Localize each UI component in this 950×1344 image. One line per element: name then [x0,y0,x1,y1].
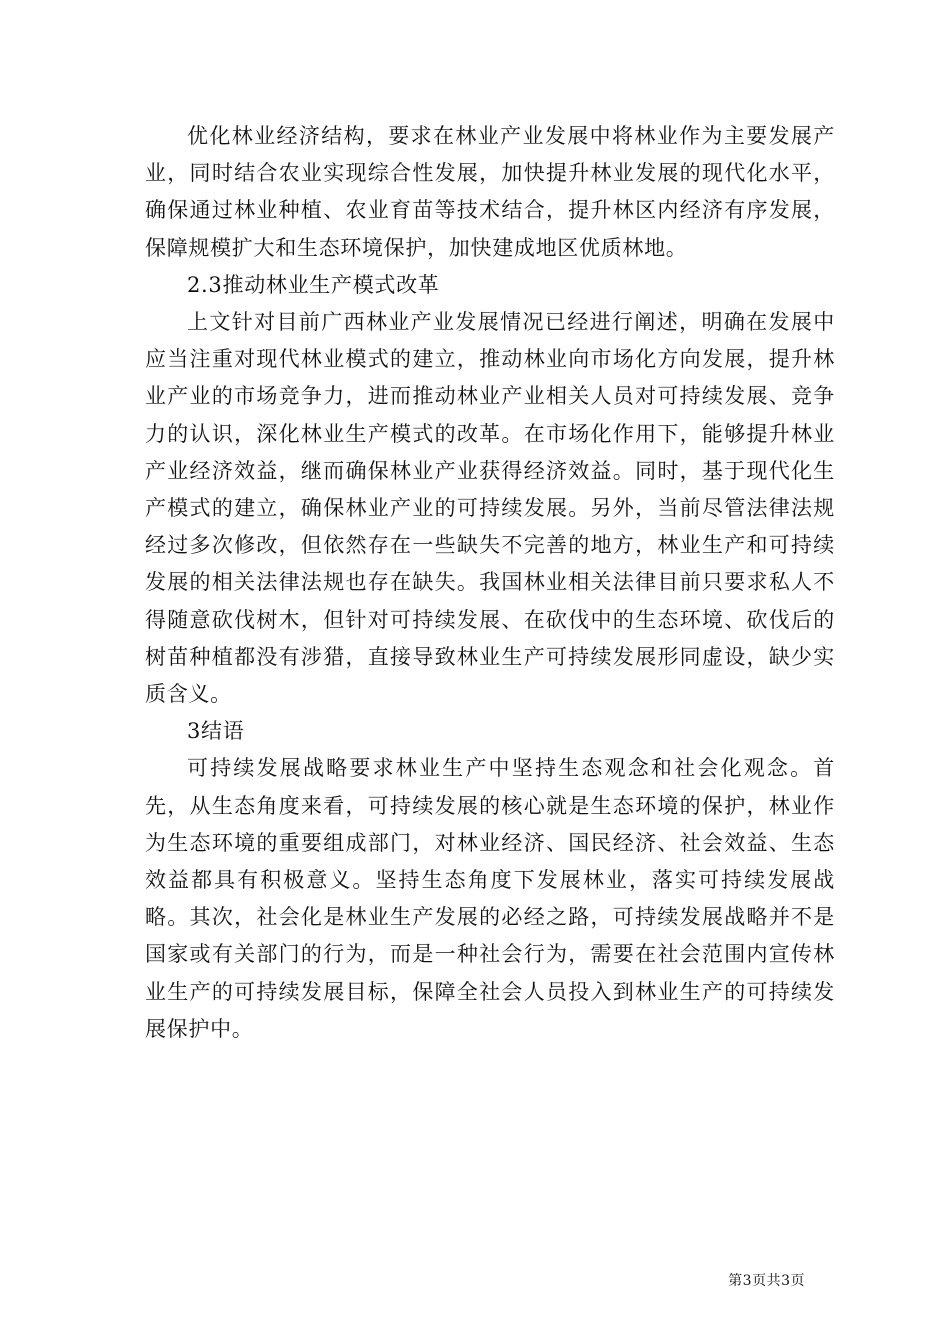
page-number-footer: 第3页共3页 [728,1273,805,1289]
section-heading-2-3: 2.3推动林业生产模式改革 [187,272,440,297]
paragraph-production-reform: 上文针对目前广西林业产业发展情况已经进行阐述，明确在发展中应当注重对现代林业模式的建立，推动林业向市场化方向发展，提升林业产业的市场竞争力，进而推动林业产业相关人员对可持续发展、竞争力的认识，深化林业生产模式的改革。在市场化作用下，能够提升林业产业经济效益，继而确保林业产业获得经济效益。同时，基于现代化生产模式的建立，确保林业产业的可持续发展。另外，当前尽管法律法规经过多次修改，但依然存在一些缺失不完善的地方，林业生产和可持续发展的相关法律法规也存在缺失。我国林业相关法律目前只要求私人不得随意砍伐树木，但针对可持续发展、在砍伐中的生态环境、砍伐后的树苗种植都没有涉猎，直接导致林业生产可持续发展形同虚设，缺少实质含义。 [145,310,835,707]
paragraph-forestry-structure: 优化林业经济结构，要求在林业产业发展中将林业作为主要发展产业，同时结合农业实现综合性发展，加快提升林业发展的现代化水平，确保通过林业种植、农业育苗等技术结合，提升林区内经济有序发展，保障规模扩大和生态环境保护，加快建成地区优质林地。 [145,124,835,260]
document-body [145,118,835,1048]
section-heading-3: 3结语 [187,719,245,744]
paragraph-conclusion: 可持续发展战略要求林业生产中坚持生态观念和社会化观念。首先，从生态角度来看，可持续发展的核心就是生态环境的保护，林业作为生态环境的重要组成部门，对林业经济、国民经济、社会效益、生态效益都具有积极意义。坚持生态角度下发展林业，落实可持续发展战略。其次，社会化是林业生产发展的必经之路，可持续发展战略并不是国家或有关部门的行为，而是一种社会行为，需要在社会范围内宣传林业生产的可持续发展目标，保障全社会人员投入到林业生产的可持续发展保护中。 [145,756,835,1041]
